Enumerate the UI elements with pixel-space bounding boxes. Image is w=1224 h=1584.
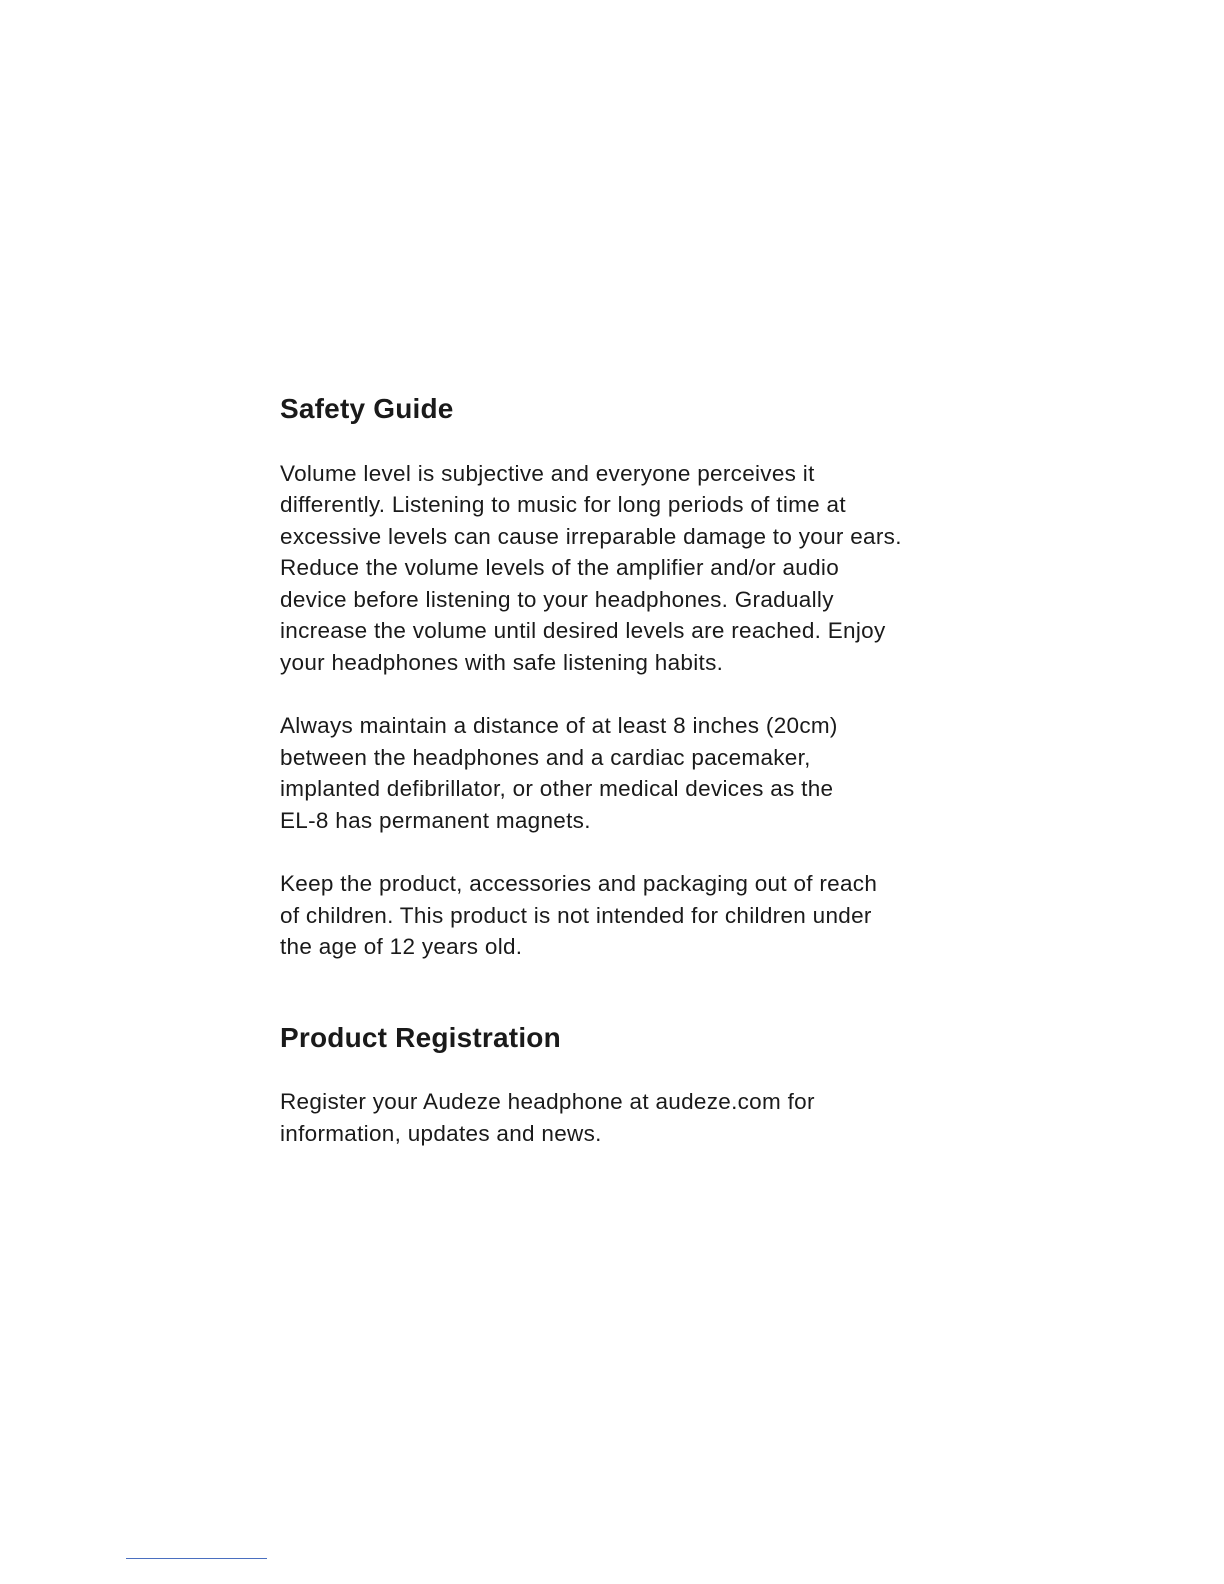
registration-paragraph: [280, 1086, 1000, 1149]
bottom-rule-divider: [126, 1558, 267, 1559]
children-paragraph: [280, 868, 1000, 963]
page-content: [280, 392, 1000, 1149]
safety-guide-section: [280, 392, 1000, 963]
paragraph-line: excessive levels can cause irreparable damage to your ears.: [280, 523, 902, 549]
paragraph-line: EL-8 has permanent magnets.: [280, 807, 591, 833]
paragraph-line: device before listening to your headphones. Gradually: [280, 586, 834, 612]
product-registration-heading: Product Registration: [280, 1021, 561, 1053]
paragraph-line: increase the volume until desired levels are reached. Enjoy: [280, 618, 886, 644]
paragraph-line: of children. This product is not intended for children under: [280, 902, 872, 928]
paragraph-line: Reduce the volume levels of the amplifier and/or audio: [280, 555, 840, 581]
paragraph-line: differently. Listening to music for long periods of time at: [280, 492, 846, 518]
pacemaker-paragraph: [280, 710, 1000, 836]
paragraph-line: information, updates and news.: [280, 1120, 602, 1146]
paragraph-line: Volume level is subjective and everyone perceives it: [280, 460, 815, 486]
safety-guide-heading: Safety Guide: [280, 393, 454, 424]
paragraph-line: Register your Audeze headphone at audeze.com for: [280, 1089, 815, 1115]
product-registration-section: [280, 1021, 1000, 1150]
paragraph-line: Always maintain a distance of at least 8 inches (20cm): [280, 713, 838, 739]
paragraph-line: Keep the product, accessories and packaging out of reach: [280, 871, 878, 897]
paragraph-line: implanted defibrillator, or other medical devices as the: [280, 776, 834, 802]
volume-paragraph: [280, 458, 1000, 679]
paragraph-line: your headphones with safe listening habits.: [280, 649, 724, 675]
paragraph-line: the age of 12 years old.: [280, 934, 523, 960]
paragraph-line: between the headphones and a cardiac pacemaker,: [280, 744, 811, 770]
